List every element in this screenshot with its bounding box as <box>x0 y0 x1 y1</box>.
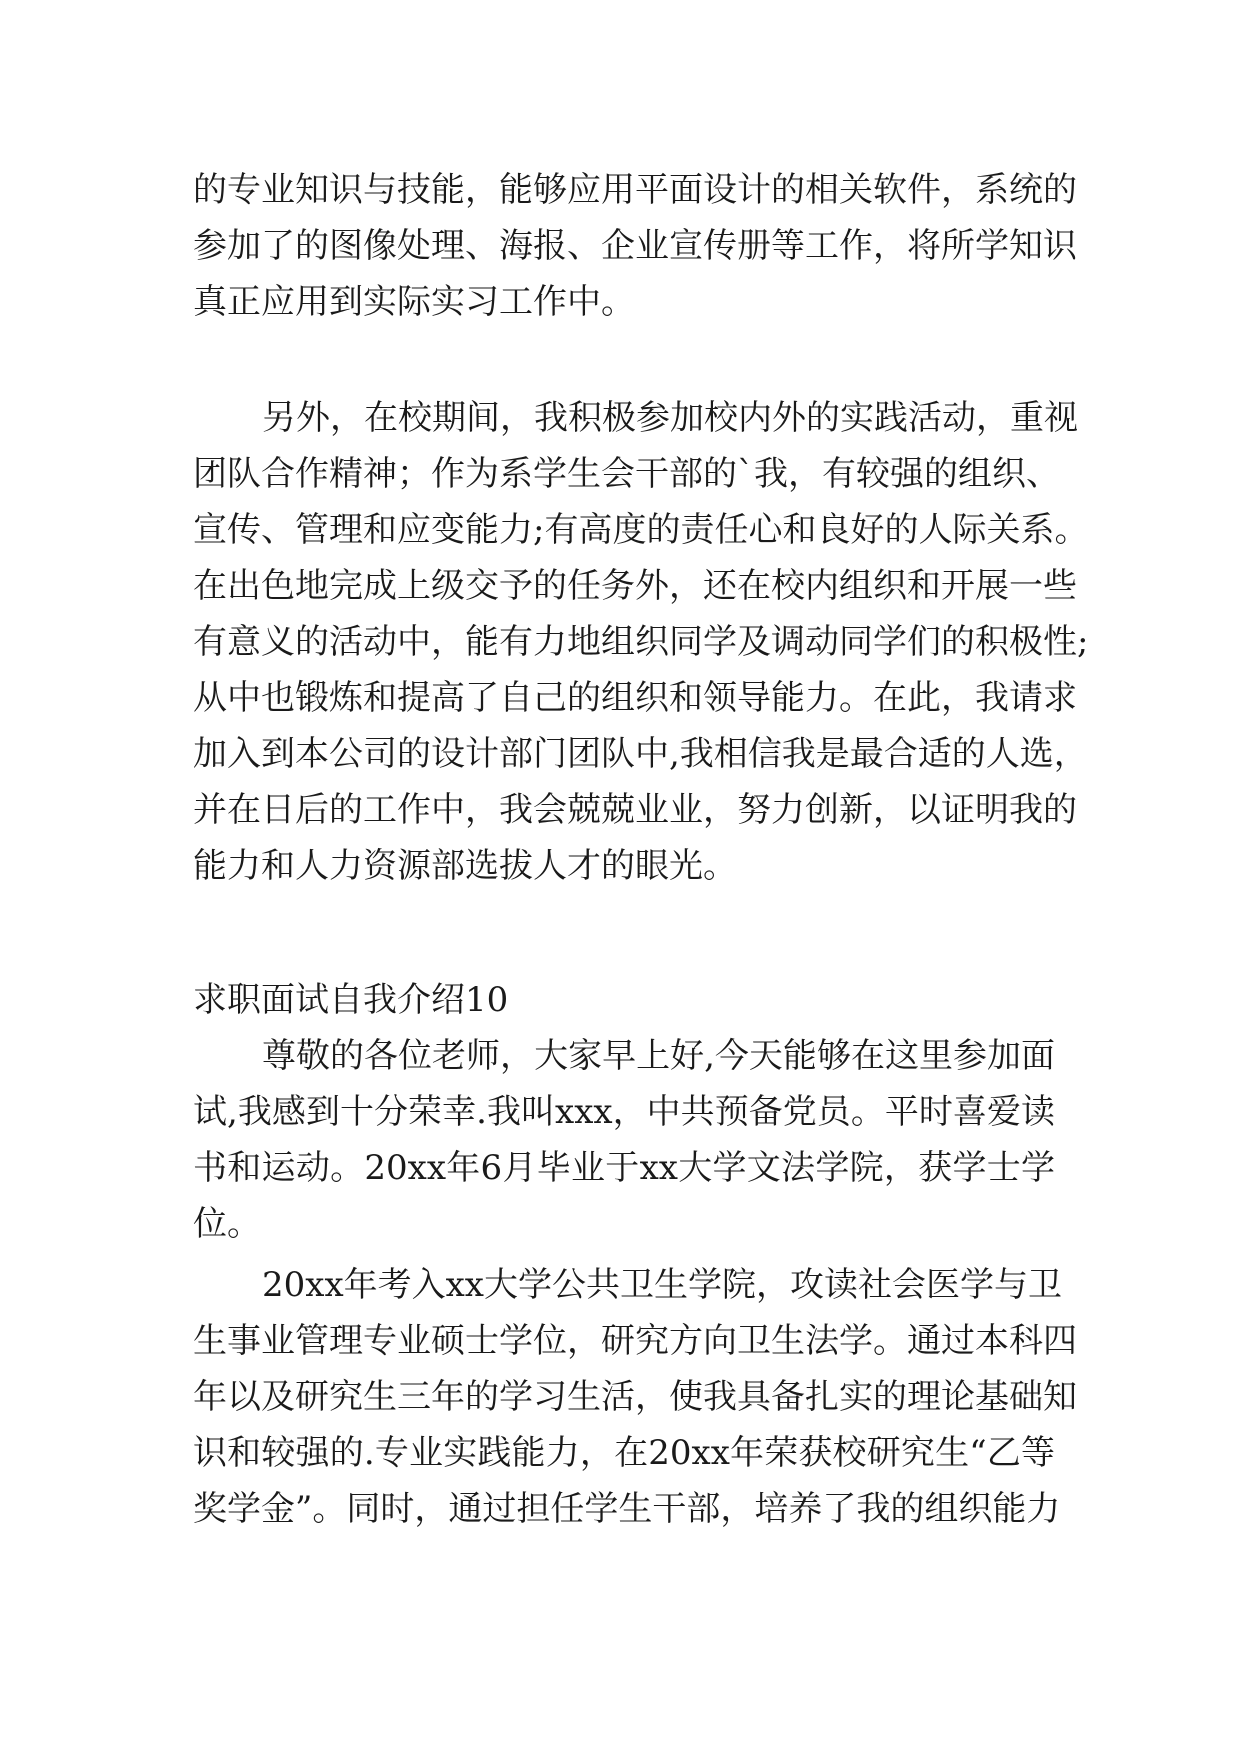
paragraph-line: 尊敬的各位老师，大家早上好,今天能够在这里参加面 <box>262 1036 1055 1076</box>
paragraph-line: 识和较强的.专业实践能力，在20xx年荣获校研究生“乙等 <box>193 1433 1055 1473</box>
paragraph-line: 年以及研究生三年的学习生活，使我具备扎实的理论基础知 <box>193 1377 1077 1417</box>
paragraph-line: 真正应用到实际实习工作中。 <box>193 282 635 322</box>
section-heading: 求职面试自我介绍10 <box>193 980 509 1020</box>
paragraph-line: 能力和人力资源部选拔人才的眼光。 <box>193 846 737 886</box>
paragraph-line: 宣传、管理和应变能力;有高度的责任心和良好的人际关系。 <box>193 510 1089 550</box>
paragraph-line: 从中也锻炼和提高了自己的组织和领导能力。在此，我请求 <box>193 678 1077 718</box>
paragraph-line: 在出色地完成上级交予的任务外，还在校内组织和开展一些 <box>193 566 1077 606</box>
paragraph-line: 另外，在校期间，我积极参加校内外的实践活动，重视 <box>262 398 1078 438</box>
paragraph-line: 奖学金”。同时，通过担任学生干部，培养了我的组织能力 <box>193 1489 1061 1529</box>
paragraph-line: 生事业管理专业硕士学位，研究方向卫生法学。通过本科四 <box>193 1321 1077 1361</box>
paragraph-line: 位。 <box>193 1204 261 1244</box>
paragraph-line: 有意义的活动中，能有力地组织同学及调动同学们的积极性; <box>193 622 1089 662</box>
paragraph-line: 加入到本公司的设计部门团队中,我相信我是最合适的人选， <box>193 734 1088 774</box>
paragraph-line: 参加了的图像处理、海报、企业宣传册等工作，将所学知识 <box>193 226 1077 266</box>
paragraph-line: 20xx年考入xx大学公共卫生学院，攻读社会医学与卫 <box>262 1265 1062 1305</box>
paragraph-line: 的专业知识与技能，能够应用平面设计的相关软件，系统的 <box>193 170 1077 210</box>
paragraph-line: 并在日后的工作中，我会兢兢业业，努力创新，以证明我的 <box>193 790 1077 830</box>
paragraph-line: 试,我感到十分荣幸.我叫xxx，中共预备党员。平时喜爱读 <box>193 1092 1055 1132</box>
paragraph-line: 团队合作精神；作为系学生会干部的`我，有较强的组织、 <box>193 454 1060 494</box>
paragraph-line: 书和运动。20xx年6月毕业于xx大学文法学院，获学士学 <box>193 1148 1055 1188</box>
